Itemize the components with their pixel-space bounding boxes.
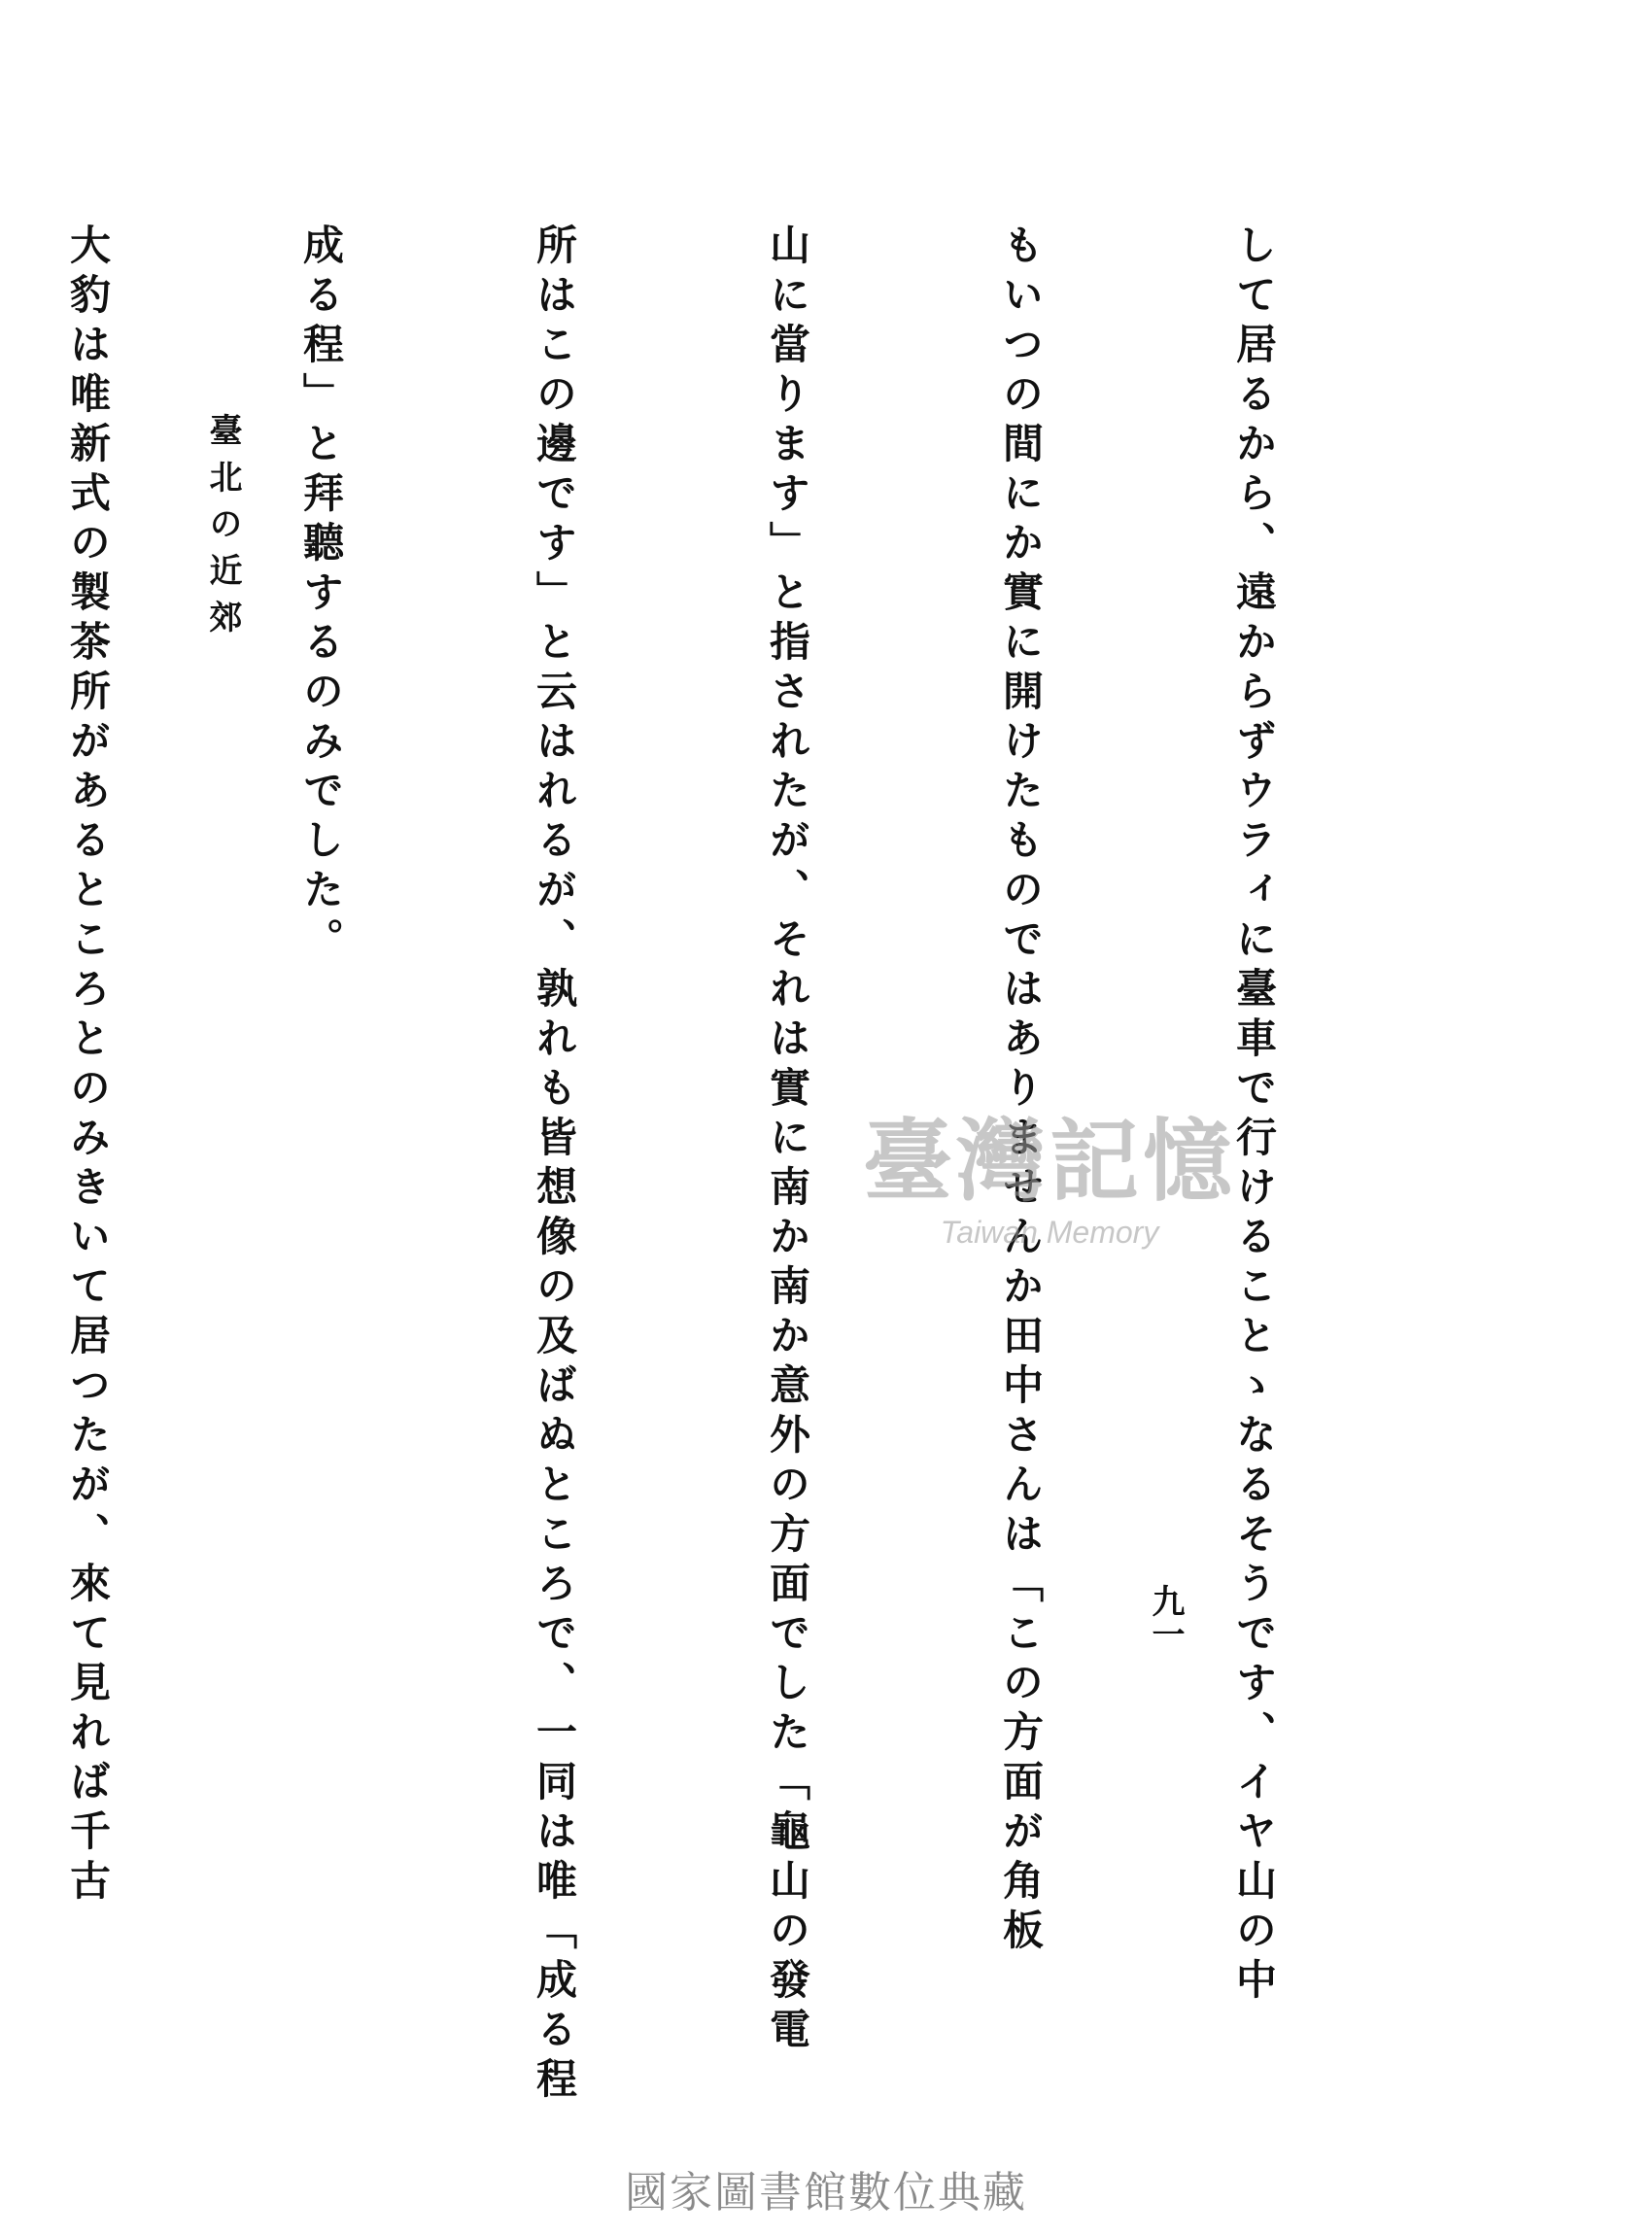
text-column: 大豹は唯新式の製茶所があるところとのみきいて居つたが、來て見れば千古 <box>64 224 112 1908</box>
page-number: 九一 <box>1146 1584 1185 1650</box>
watermark-logo <box>816 1108 1283 1273</box>
text-column: して居るから、遠からずウラィに臺車で行けることゝなるそうです、イヤ山の中 <box>1230 224 1278 2008</box>
watermark-sub-text: Taiwan Memory <box>940 1215 1159 1250</box>
text-column: 所はこの邊です」と云はれるが、孰れも皆想像の及ばぬところで、一同は唯「成る程 <box>531 224 578 2107</box>
running-title: 臺北の近郊 <box>203 413 242 646</box>
text-column: 山に當ります」と指されたが、それは實に南か南か意外の方面でした「龜山の發電 <box>764 224 811 2057</box>
text-column: 成る程」と拜聽するのみでした。 <box>297 224 345 967</box>
text-column: もいつの間にか實に開けたものではありませんか田中さんは「この方面が角板 <box>997 224 1045 1958</box>
watermark-logo-text: 臺灣記憶 <box>862 1109 1236 1214</box>
footer-credit: 國家圖書館數位典藏 <box>625 2168 1027 2218</box>
